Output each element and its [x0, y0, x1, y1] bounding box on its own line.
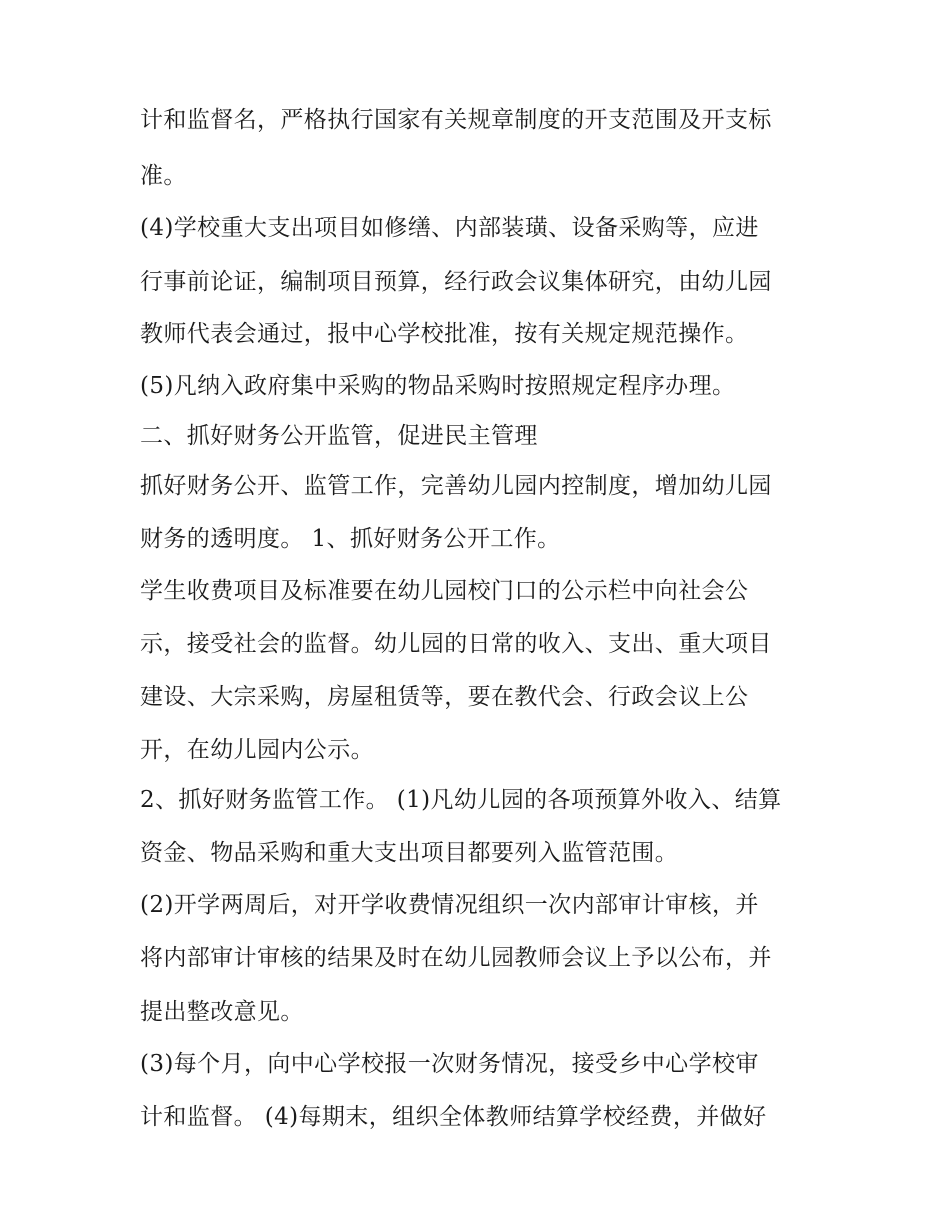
- text-line: 计和监督名，严格执行国家有关规章制度的开支范围及开支标: [140, 107, 772, 133]
- document-body: [140, 107, 830, 1130]
- text-line: 示，接受社会的监督。幼儿园的日常的收入、支出、重大项目: [140, 631, 772, 657]
- text-line: 准。: [140, 163, 187, 189]
- text-line: (4)学校重大支出项目如修缮、内部装璜、设备采购等，应进: [140, 215, 759, 241]
- text-line: 建设、大宗采购，房屋租赁等，要在教代会、行政会议上公: [140, 684, 749, 710]
- text-line: 资金、物品采购和重大支出项目都要列入监管范围。: [140, 840, 679, 866]
- text-line: 教师代表会通过，报中心学校批准，按有关规定规范操作。: [140, 321, 749, 347]
- text-line: (3)每个月，向中心学校报一次财务情况，接受乡中心学校审: [140, 1051, 759, 1077]
- text-line: 开，在幼儿园内公示。: [140, 737, 374, 763]
- section-heading: 二、抓好财务公开监管，促进民主管理: [140, 423, 538, 449]
- text-line: 财务的透明度。 1、抓好财务公开工作。: [140, 526, 561, 552]
- text-line: 2、抓好财务监管工作。 (1)凡幼儿园的各项预算外收入、结算: [140, 787, 782, 813]
- text-line: 行事前论证，编制项目预算，经行政会议集体研究，由幼儿园: [140, 269, 772, 295]
- text-line: 计和监督。 (4)每期末，组织全体教师结算学校经费，并做好: [140, 1104, 767, 1130]
- text-line: 提出整改意见。: [140, 999, 304, 1025]
- text-line: (5)凡纳入政府集中采购的物品采购时按照规定程序办理。: [140, 373, 736, 399]
- text-line: 将内部审计审核的结果及时在幼儿园教师会议上予以公布，并: [140, 945, 772, 971]
- text-line: 学生收费项目及标准要在幼儿园校门口的公示栏中向社会公: [140, 578, 749, 604]
- text-line: 抓好财务公开、监管工作，完善幼儿园内控制度，增加幼儿园: [140, 473, 772, 499]
- text-line: (2)开学两周后，对开学收费情况组织一次内部审计审核，并: [140, 892, 759, 918]
